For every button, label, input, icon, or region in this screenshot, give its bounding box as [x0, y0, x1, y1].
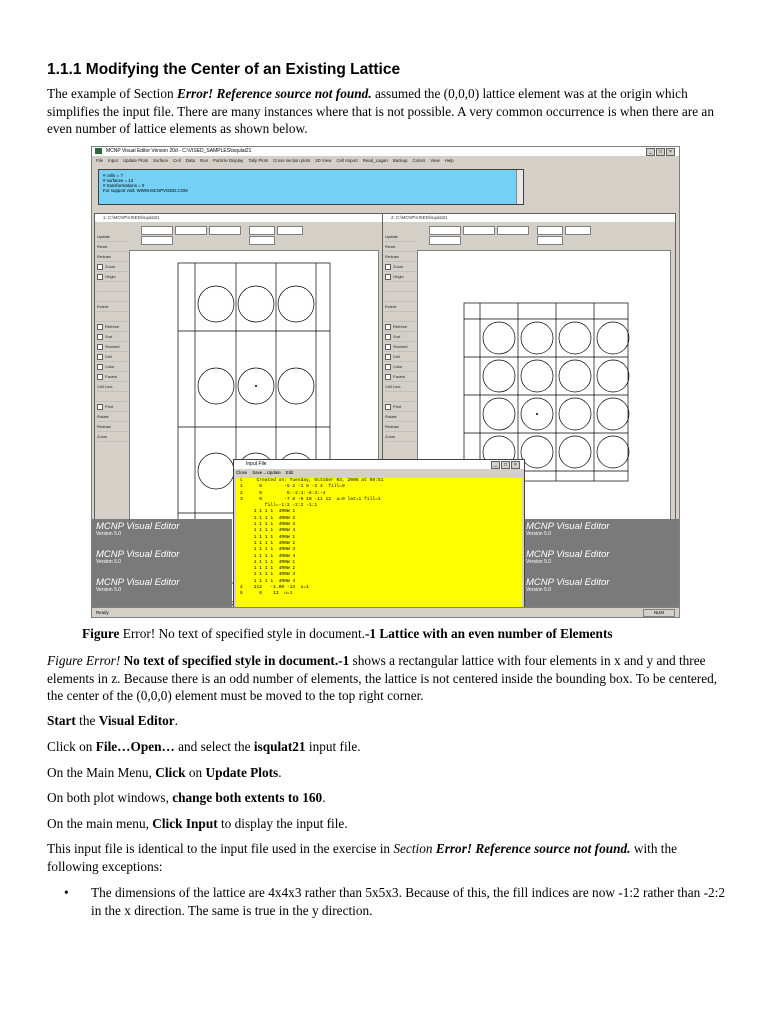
origin-z-field[interactable]: [209, 226, 241, 235]
bullet-icon: •: [64, 885, 69, 900]
color-label: Color: [393, 364, 403, 369]
input-line: 1 0 -5 2 -1 6 -3 4 fill=9: [240, 484, 345, 490]
facets-label: Facets: [105, 374, 118, 379]
extent-field[interactable]: [537, 226, 563, 235]
watermark: [96, 578, 179, 593]
input-line: 1 1 1 1 4R0W 4: [240, 578, 296, 584]
caption-title: Lattice with an even number of Elements: [376, 626, 613, 641]
left-window-title: 1: C:\MCNP\VISED\isqulat21: [95, 214, 383, 222]
para2-text: shows a rectangular lattice with four elements in x and y and three elements in z. Because there is an odd number of elements, the lattice is not centered inside the bounding box. To be centered, the center of the (0,0,0) element must be moved to the top right corner.: [47, 653, 718, 703]
zoom-button-2[interactable]: Zoom: [385, 432, 416, 442]
intro-error-ref: Error! Reference source not found.: [176, 86, 372, 101]
menu-surface[interactable]: Surface: [152, 158, 169, 163]
cell-label: Cell: [105, 354, 112, 359]
checkbox-icon: [97, 374, 103, 380]
blank-row: [97, 312, 128, 322]
step4-b: change both extents to 160: [172, 790, 323, 805]
watermark-version: Version 5.0: [526, 531, 552, 537]
input-menu-save-update[interactable]: Save→Update: [252, 470, 281, 475]
step4-c: .: [322, 790, 326, 805]
origin-checkbox[interactable]: [97, 272, 128, 282]
para2-bold: No text of specified style in document.-1: [123, 653, 350, 668]
step1-b: the: [75, 713, 99, 728]
refresh-checkbox[interactable]: [97, 322, 128, 332]
step-start: [47, 712, 727, 730]
intro-text-1: The example of Section: [47, 86, 177, 101]
color-label: Color: [105, 364, 115, 369]
checkbox-icon: [97, 354, 103, 360]
message-line: For support visit: WWW.MCNPVISED.COM: [103, 188, 188, 193]
input-line: 3 0 -7 8 -9 10 -11 12 u=9 lat=1 fill=1: [240, 496, 384, 502]
step-open: [47, 738, 727, 756]
showed-label: Showed: [393, 344, 408, 349]
zoom-label: Zoom: [105, 264, 116, 269]
zoom-button-2[interactable]: Zoom: [97, 432, 128, 442]
extent-field-2[interactable]: [565, 226, 591, 235]
checkbox-icon: [385, 374, 391, 380]
blank-row: [385, 312, 416, 322]
checkbox-icon: [97, 264, 103, 270]
origin-z-field[interactable]: [497, 226, 529, 235]
input-line: 1 1 1 1 4R0W 4: [240, 553, 296, 559]
window-controls: [645, 148, 675, 157]
input-line: 1 1 1 1 4R0W 2: [240, 566, 296, 572]
app-menubar: [92, 157, 680, 165]
watermark-version: Version 5.0: [526, 587, 552, 593]
watermark-text: MCNP Visual Editor: [526, 577, 610, 588]
origin-x-field[interactable]: [429, 226, 461, 235]
input-line: 1 1 1 1 4R0W 1: [240, 509, 296, 515]
color-checkbox[interactable]: [385, 362, 416, 372]
menu-help[interactable]: Help: [444, 158, 454, 163]
surf-label: Surf: [105, 334, 113, 339]
step5-b: Click Input: [152, 816, 218, 831]
input-menu-close[interactable]: Close: [236, 470, 248, 475]
blank-row: [385, 292, 416, 302]
intro-text-2: assumed the (0,0,0) lattice element was at the origin which simplifies the input file. There are many instances where that is not possible. A very common occurrence is when there are an even number of lattice elements as shown below.: [47, 86, 714, 136]
step-extents: [47, 789, 727, 807]
checkbox-icon: [97, 404, 103, 410]
zoom-checkbox[interactable]: [97, 262, 128, 272]
watermark: [526, 550, 609, 565]
input-window-controls: [490, 461, 520, 469]
extent-field-2[interactable]: [277, 226, 303, 235]
origin-checkbox[interactable]: [385, 272, 416, 282]
step1-d: .: [174, 713, 179, 728]
checkbox-icon: [97, 364, 103, 370]
input-line: 1 1 1 1 4R0W 1: [240, 559, 296, 565]
maximize-icon[interactable]: □: [501, 461, 510, 469]
menu-input[interactable]: Input: [108, 158, 118, 163]
label-select[interactable]: [429, 236, 461, 245]
color-checkbox[interactable]: [97, 362, 128, 372]
input-line: 2 0 5:-2:1:-6:3:-4: [240, 490, 326, 496]
intro-paragraph: [47, 85, 727, 138]
watermark-version: Version 5.0: [526, 559, 552, 565]
cell-line-select[interactable]: Cell Line: [97, 382, 128, 392]
extent-field[interactable]: [249, 226, 275, 235]
step2-c: and select the: [174, 739, 254, 754]
explanation-paragraph: [47, 652, 727, 705]
figure-screenshot: [91, 146, 680, 618]
right-window-controls: [417, 224, 671, 250]
checkbox-icon: [385, 334, 391, 340]
checkbox-icon: [385, 364, 391, 370]
step-input: [47, 815, 727, 833]
menu-cell-import[interactable]: Cell Import: [336, 158, 358, 163]
step-update: [47, 764, 727, 782]
watermark-text: MCNP Visual Editor: [526, 549, 610, 560]
menu-view[interactable]: View: [430, 158, 440, 163]
close-icon[interactable]: ×: [511, 461, 520, 469]
print-label: Print: [393, 404, 402, 409]
menu-cell[interactable]: Cell: [173, 158, 181, 163]
redraw-button-2[interactable]: Redraw: [385, 422, 416, 432]
watermark-version: Version 5.0: [96, 531, 122, 537]
message-line: # transformations = 0: [103, 183, 145, 188]
input-line: 1 1 1 1 4R0W 4: [240, 528, 296, 534]
showed-checkbox[interactable]: [97, 342, 128, 352]
step2-e: input file.: [305, 739, 361, 754]
checkbox-icon: [97, 344, 103, 350]
input-line: 1 1 1 1 4R0W 2: [240, 515, 296, 521]
right-window-title: 2: C:\MCNP\VISED\isqulat21: [383, 214, 675, 222]
checkbox-icon: [385, 274, 391, 280]
right-sidebar: [385, 232, 416, 442]
step2-d: isqulat21: [253, 739, 306, 754]
input-file-text[interactable]: [236, 478, 522, 618]
message-line: # cells = 7: [103, 173, 123, 178]
input-line: 1 1 1 1 4R0W 2: [240, 540, 296, 546]
checkbox-icon: [385, 344, 391, 350]
watermark-text: MCNP Visual Editor: [526, 521, 610, 532]
print-checkbox[interactable]: [97, 402, 128, 412]
para3-text-2: with the following exceptions:: [47, 841, 678, 874]
cell-label: Cell: [393, 354, 400, 359]
step5-c: to display the input file.: [217, 816, 348, 831]
step2-b: File…Open…: [95, 739, 175, 754]
watermark-text: MCNP Visual Editor: [96, 521, 180, 532]
watermark: [526, 522, 609, 537]
app-titlebar: [92, 147, 679, 156]
step3-d: Update Plots: [205, 765, 279, 780]
step1-c: Visual Editor: [98, 713, 175, 728]
blank-row: [97, 392, 128, 402]
checkbox-icon: [385, 404, 391, 410]
app-title: MCNP Visual Editor Version 20d - C:\VISED_SAMPLES\isqulat21: [106, 148, 252, 154]
print-checkbox[interactable]: [385, 402, 416, 412]
rotate-label: Rotate: [97, 412, 128, 422]
blank-row: [385, 392, 416, 402]
minimize-icon[interactable]: _: [646, 148, 655, 156]
input-line: 5 0 13 u=1: [240, 591, 293, 597]
para3-text-1: This input file is identical to the input file used in the exercise in: [47, 841, 394, 856]
menu-file[interactable]: File: [96, 158, 104, 163]
blank-row: [97, 292, 128, 302]
menu-cross-section[interactable]: Cross section plots: [273, 158, 311, 163]
redraw-button[interactable]: Redraw: [385, 252, 416, 262]
checkbox-icon: [385, 324, 391, 330]
step3-b: Click: [155, 765, 186, 780]
update-button[interactable]: Update: [97, 232, 128, 242]
menu-data[interactable]: Data: [185, 158, 195, 163]
para3-section: Section: [393, 841, 436, 856]
status-bar: [92, 607, 680, 617]
surf-checkbox[interactable]: [385, 332, 416, 342]
print-label: Print: [105, 404, 114, 409]
label-select[interactable]: [141, 236, 173, 245]
reset-button[interactable]: Reset: [97, 242, 128, 252]
menu-run[interactable]: Run: [199, 158, 209, 163]
input-window-menu: [236, 470, 298, 476]
cell-line-select[interactable]: Cell Line: [385, 382, 416, 392]
refresh-label: Refresh: [105, 324, 120, 329]
input-line: fill=-1:2 -2:2 -1:1: [240, 503, 318, 509]
left-sidebar: [97, 232, 128, 442]
input-line: 1 1 1 1 4R0W 1: [240, 534, 296, 540]
blank-row: [97, 282, 128, 292]
step3-c: on: [185, 765, 206, 780]
input-line: 4 212 -1.00 -13 u=1: [240, 585, 309, 591]
origin-x-field[interactable]: [141, 226, 173, 235]
step2-a: Click on: [47, 739, 96, 754]
input-line: c Created on: Tuesday, October 03, 2006 at 09:51: [240, 478, 384, 483]
redraw-button-2[interactable]: Redraw: [97, 422, 128, 432]
menu-tally-plots[interactable]: Tally Plots: [248, 158, 269, 163]
status-text: Ready: [96, 610, 109, 615]
extent-label: Extent: [97, 302, 128, 312]
refresh-checkbox[interactable]: [385, 322, 416, 332]
checkbox-icon: [385, 264, 391, 270]
surf-checkbox[interactable]: [97, 332, 128, 342]
refresh-label: Refresh: [393, 324, 408, 329]
zoom-checkbox[interactable]: [385, 262, 416, 272]
app-icon: [95, 148, 102, 154]
checkbox-icon: [97, 334, 103, 340]
checkbox-icon: [97, 324, 103, 330]
extent-label: Extent: [385, 302, 416, 312]
checkbox-icon: [385, 354, 391, 360]
redraw-button[interactable]: Redraw: [97, 252, 128, 262]
update-button[interactable]: Update: [385, 232, 416, 242]
message-scrollbar[interactable]: [516, 170, 523, 204]
showed-checkbox[interactable]: [385, 342, 416, 352]
para2-italic: Figure Error!: [47, 653, 124, 668]
facets-label: Facets: [393, 374, 406, 379]
watermark: [96, 522, 179, 537]
origin-y-field[interactable]: [175, 226, 207, 235]
section-heading: 1.1.1 Modifying the Center of an Existing Lattice: [47, 61, 401, 78]
level-select[interactable]: [249, 236, 275, 245]
step3-a: On the Main Menu,: [47, 765, 156, 780]
input-line: 1 1 1 1 4R0W 3: [240, 572, 296, 578]
message-line: # surfaces = 14: [103, 178, 134, 183]
status-num-indicator: NUM: [643, 609, 675, 617]
input-line: 1 1 1 1 4R0W 3: [240, 522, 296, 528]
origin-y-field[interactable]: [463, 226, 495, 235]
caption-number: -1: [364, 626, 377, 641]
facets-checkbox[interactable]: [97, 372, 128, 382]
menu-read-lagan[interactable]: Read_Lagan: [362, 158, 388, 163]
zoom-label: Zoom: [393, 264, 404, 269]
checkbox-icon: [97, 274, 103, 280]
rotate-label: Rotate: [385, 412, 416, 422]
left-window-controls: [129, 224, 379, 250]
minimize-icon[interactable]: _: [491, 461, 500, 469]
menu-colors[interactable]: Colors: [412, 158, 426, 163]
caption-label: Figure: [82, 626, 123, 641]
maximize-icon[interactable]: □: [656, 148, 665, 156]
close-icon[interactable]: ×: [666, 148, 675, 156]
step5-a: On the main menu,: [47, 816, 153, 831]
reset-button[interactable]: Reset: [385, 242, 416, 252]
blank-row: [385, 282, 416, 292]
message-box: [98, 169, 524, 205]
exceptions-paragraph: [47, 840, 727, 875]
step3-e: .: [278, 765, 282, 780]
input-file-window: [233, 459, 525, 618]
caption-error: Error! No text of specified style in document.: [122, 626, 365, 641]
origin-label: Origin: [393, 274, 404, 279]
menu-update-plots[interactable]: Update Plots: [122, 158, 148, 163]
watermark: [96, 550, 179, 565]
showed-label: Showed: [105, 344, 120, 349]
step1-a: Start: [47, 713, 76, 728]
input-line: 1 1 1 1 4R0W 3: [240, 547, 296, 553]
para3-error-ref: Error! Reference source not found.: [435, 841, 631, 856]
watermark-version: Version 5.0: [96, 587, 122, 593]
figure-caption: [82, 625, 722, 643]
watermark-text: MCNP Visual Editor: [96, 549, 180, 560]
menu-backup[interactable]: Backup: [392, 158, 408, 163]
origin-label: Origin: [105, 274, 116, 279]
watermark-text: MCNP Visual Editor: [96, 577, 180, 588]
surf-label: Surf: [393, 334, 401, 339]
cell-checkbox[interactable]: [385, 352, 416, 362]
menu-particle-display[interactable]: Particle Display: [213, 158, 244, 163]
menu-3d-view[interactable]: 3D View: [315, 158, 332, 163]
cell-checkbox[interactable]: [97, 352, 128, 362]
facets-checkbox[interactable]: [385, 372, 416, 382]
input-menu-edit[interactable]: Edit: [285, 470, 294, 475]
input-window-title: Input File: [234, 460, 524, 469]
step4-a: On both plot windows,: [47, 790, 173, 805]
watermark-version: Version 5.0: [96, 559, 122, 565]
bullet-text: The dimensions of the lattice are 4x4x3 rather than 5x5x3. Because of this, the fill indices are now -1:2 rather than -2:2 in the x direction. The same is true in the y direction.: [91, 885, 725, 918]
watermark: [526, 578, 609, 593]
level-select[interactable]: [537, 236, 563, 245]
